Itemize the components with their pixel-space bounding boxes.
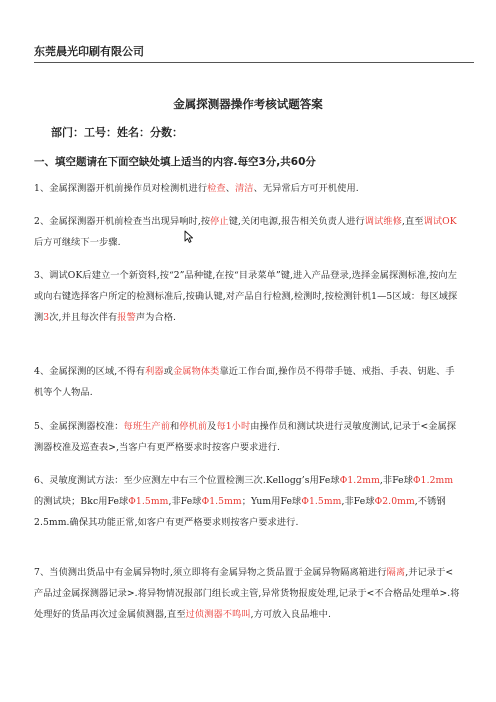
mouse-pointer-icon xyxy=(183,230,196,243)
q6-answer-6: Φ2.0mm xyxy=(374,496,415,507)
q1-text: 1、金属探测器开机前操作员对检测机进行 xyxy=(34,183,208,194)
question-3 xyxy=(34,265,462,328)
q2-text: 后方可继续下一步骤. xyxy=(34,237,121,248)
q7-answer-2: 过侦测器不鸣叫 xyxy=(185,609,251,620)
q1-answer-2: 清洁 xyxy=(235,183,254,194)
q6-answer-3: Φ1.5mm xyxy=(128,496,169,507)
q3-answer-2: 报警 xyxy=(117,312,136,323)
q4-text: 或 xyxy=(163,366,174,377)
q6-text: ；Yum用Fe球 xyxy=(241,496,302,507)
q6-text: ,非Fe球 xyxy=(341,496,375,507)
q6-text: ,非Fe球 xyxy=(168,496,202,507)
q2-answer-2: 调试维修 xyxy=(364,216,402,227)
q6-text: ,非Fe球 xyxy=(379,475,413,486)
q1-answer-1: 检查 xyxy=(207,183,226,194)
q4-answer-1: 利器 xyxy=(145,366,164,377)
q2-answer-3: 调试OK xyxy=(423,216,457,227)
question-5 xyxy=(34,416,462,458)
q6-answer-1: Φ1.2mm xyxy=(339,475,380,486)
candidate-info-line: 部门：工号：姓名：分数： xyxy=(51,126,183,139)
header-divider xyxy=(34,62,474,63)
question-2 xyxy=(34,211,462,253)
q6-answer-2: Φ1.2mm xyxy=(413,475,454,486)
q5-text: 及 xyxy=(207,421,217,432)
q7-answer-1: 隔离 xyxy=(386,567,406,578)
q3-answer-1: 3 xyxy=(43,312,50,323)
q3-text: 声为合格. xyxy=(135,312,177,323)
q6-text: ,不锈钢2.5mm.确保其功能正常,如客户有更严格要求则按客户要求进行. xyxy=(34,496,446,528)
q6-text: 的测试块；Bkc用Fe球 xyxy=(34,496,129,507)
q1-text: 、 xyxy=(225,183,235,194)
q2-text: 2、金属探测器开机前检查当出现异响时,按 xyxy=(34,216,211,227)
question-7 xyxy=(34,562,462,625)
q6-answer-4: Φ1.5mm xyxy=(201,496,242,507)
q5-text: 5、金属探测器校准： xyxy=(34,421,124,432)
question-6 xyxy=(34,470,462,533)
q7-text: ,并记录于<产品过金属探测器记录>.将异物情况报部门组长或主管,异常货物报废处理,记录于<不合格品处理单>.将处理好的货品再次过金属侦测器,直至 xyxy=(34,567,460,620)
q4-text: 靠近工作台面,操作员不得带手链、戒指、手表、钥匙、手机等个人物品. xyxy=(34,366,455,398)
q5-text: 和 xyxy=(169,421,180,432)
q3-text: 次,并且每次伴有 xyxy=(49,312,118,323)
q1-text: 、无异常后方可开机使用. xyxy=(253,183,359,194)
q6-text: 6、灵敏度测试方法：至少应测左中右三个位置检测三次.Kellogg’s用Fe球 xyxy=(34,475,340,486)
q4-text: 4、金属探测的区域,不得有 xyxy=(34,366,146,377)
question-1 xyxy=(34,178,462,199)
question-4 xyxy=(34,361,462,403)
company-name: 东莞晨光印刷有限公司 xyxy=(34,45,144,58)
q7-text: ,方可放入良品堆中. xyxy=(250,609,331,620)
q5-answer-3: 每1小时 xyxy=(216,421,251,432)
q5-answer-1: 每班生产前 xyxy=(123,421,170,432)
q5-text: 由操作员和测试块进行灵敏度测试,记录于<金属探测器校准及巡查表>,当客户有更严格要求时按客户要求进行. xyxy=(34,421,457,453)
q2-text: ,直至 xyxy=(401,216,424,227)
document-title: 金属探测器操作考核试题答案 xyxy=(173,97,323,111)
section-heading: 一、填空题请在下面空缺处填上适当的内容.每空3分,共60分 xyxy=(34,156,316,168)
q2-answer-1: 停止 xyxy=(210,216,229,227)
q4-answer-2: 金属物体类 xyxy=(173,366,220,377)
q3-text: 3、调试OK后建立一个新资料,按“2”品种键,在按“目录菜单”键,进入产品登录,选择金属探测标准,按向左或向右键选择客户所定的检测标准后,按确认键,对产品自行检测,检测时,按检测针机1—5区域：每区域探测 xyxy=(34,270,458,323)
q6-answer-5: Φ1.5mm xyxy=(301,496,342,507)
q5-answer-2: 停机前 xyxy=(179,421,208,432)
q7-text: 7、当侦测出货品中有金属异物时,须立即将有金属异物之货品置于金属异物隔离箱进行 xyxy=(34,567,387,578)
q2-text: 键,关闭电源,报告相关负责人进行 xyxy=(228,216,365,227)
